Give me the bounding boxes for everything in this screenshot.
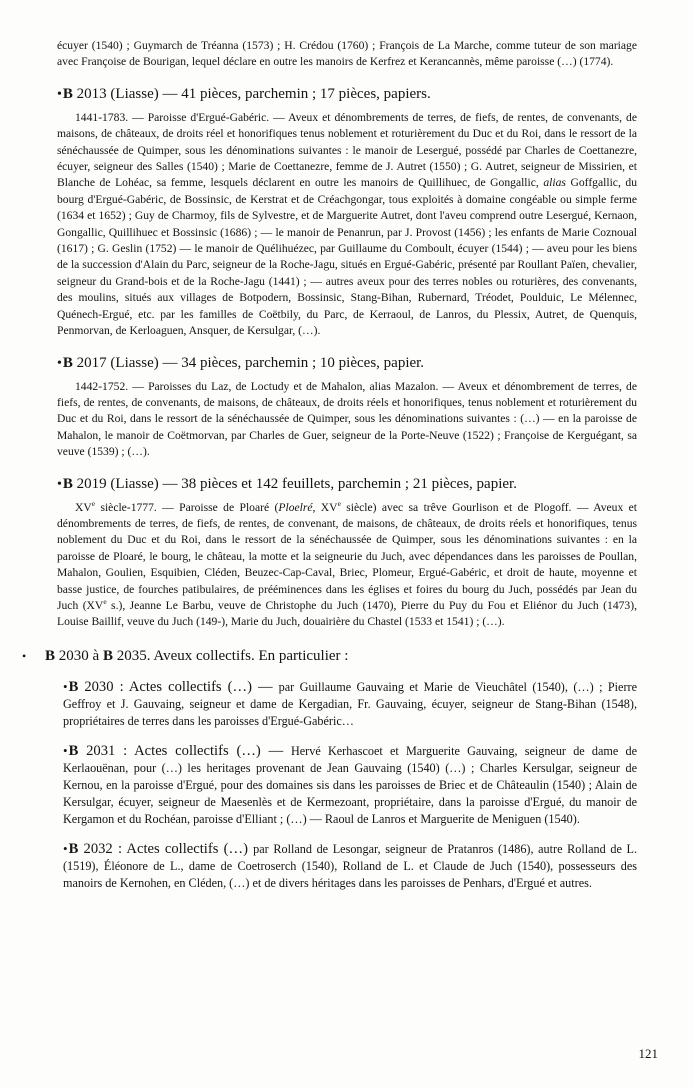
text-run: 2030 : Actes collectifs (…) — [78, 678, 279, 695]
entry-heading [57, 474, 637, 495]
bullet-icon: • [22, 648, 27, 663]
text-run: e [337, 498, 341, 508]
entry-body [57, 500, 637, 631]
text-run: B [102, 647, 113, 664]
text-run: 2030 à [55, 647, 103, 664]
entry-body [57, 110, 637, 340]
page-number: 121 [638, 1046, 658, 1061]
text-run: Ploelré [278, 500, 313, 514]
bullet-icon: • [63, 742, 68, 758]
text-run: alias [543, 176, 566, 190]
entry-heading-text [63, 355, 424, 371]
text-run: Hervé Kerhascoet et Marguerite Gauvaing, seigneur de dame de Kerlaouënan, pour (…) les heritages provenant de Jean Gauvaing (1540) (…) ; Charles Kersulgar, seigneur de Kernou, en la paroisse d'Ergué, pour des domaines sis dans les paroisses de Briec et de Châteaulin (1540) ; Alain de Kersulgar, écuyer, seigneur de Maesenlès et de Kermezoant, propriétaire, dans la paroisse d'Ergué, du manoir de Kergamon et du Rochéan, paroisse d'Elliant ; (…) — Raoul de Lanros et Marguerite de Meniguen (1540). [63, 743, 637, 826]
entry-b2019 [57, 474, 637, 631]
text-run: 2035. Aveux collectifs. En particulier : [112, 647, 349, 664]
text-run: B [62, 354, 73, 371]
bullet-icon: • [57, 86, 62, 102]
subentry-text [63, 680, 637, 728]
text-run: écuyer (1540) ; Guymarch de Tréanna (1573) ; H. Crédou (1760) ; François de La Marche, comme tuteur de son mariage avec Françoise de Bourigan, lequel déclare en outre les manoirs de Kerfrez et Kerancannès, même paroisse (…) (1774). [57, 39, 637, 69]
text-run: XV [75, 500, 92, 514]
text-run: 2013 (Liasse) — 41 pièces, parchemin ; 17 pièces, papiers. [72, 85, 431, 102]
bullet-icon: • [57, 476, 62, 492]
subentry-text [63, 842, 637, 890]
text-run: par Guillaume Gauvaing et Marie de Vieuchâtel (1540), (…) ; Pierre Geffroy et J. Gauvaing, seigneur et dame de Kergadian, Fr. Gauvaing, écuyer, seigneur de Stang-Bihan (1548), propriétaires de terres dans les paroisses d'Ergué-Gabéric… [63, 679, 637, 728]
text-run: 1442-1752. — Paroisses du Laz, de Loctudy et de Mahalon, alias Mazalon. — Aveux et dénombrement de terres, de fiefs, de rentes, de convenants, de maisons, de châteaux, de droits réels et honorifiques, tenus noblement et roturièrement du Duc et du Roi, dans le ressort de la sénéchaussée de Quimper, sous les dénominations suivantes : (…) — en la paroisse de Mahalon, le manoir de Coëtmorvan, par Charles de Guer, seigneur de la Porte-Neuve (1522) ; Françoise de Kerguégant, sa veuve (1539) ; (…). [57, 379, 637, 459]
bullet-icon: • [63, 678, 68, 694]
text-run: 2019 (Liasse) — 38 pièces et 142 feuillets, parchemin ; 21 pièces, papier. [72, 475, 517, 492]
intro-paragraph [57, 38, 637, 71]
section-b2030-b2035 [22, 646, 637, 666]
section-text [45, 648, 348, 664]
text-run: 2017 (Liasse) — 34 pièces, parchemin ; 10 pièces, papier. [72, 354, 425, 371]
subentry-text [63, 744, 637, 826]
text-run: e [91, 498, 96, 508]
text-run: B [62, 85, 73, 102]
text-run: 2032 : Actes collectifs (…) [78, 840, 254, 857]
text-run: s.), Jeanne Le Barbu, veuve de Christophe du Juch (1470), Pierre du Puy du Fou et Eliénor du Juch (1473), Louise Baillif, veuve du Juch (149-), Marie du Juch, douairière du Chastel (1533 et 1541) ; (…). [57, 598, 637, 629]
text-run: B [45, 647, 56, 664]
subentry-b2030 [63, 678, 637, 730]
text-run: B [68, 742, 79, 759]
page-content [22, 38, 637, 892]
subentry-b2032 [63, 840, 637, 892]
text-run: par Rolland de Lesongar, seigneur de Pratanros (1486), autre Rolland de L. (1519), Éléonore de L., dame de Coetroserch (1540), Rolland de L. et Claude de Juch (1540), possesseurs des manoirs de Kernohen, en Cléden, (…) et de divers héritages dans les paroisses de Penhars, d'Ergué et autres. [63, 841, 637, 890]
text-run: siècle) avec sa trêve Gourlison et de Plogoff. — Aveux et dénombrements de terres, de fiefs, de rentes, de convenant, de maisons, de châteaux, de droits réels et honorifiques, tenus noblement du Duc et du Roi, dans le ressort de la sénéchaussée de Quimper, sous les dénominations suivantes : en la paroisse de Ploaré, le bourg, le château, la motte et la seigneurie du Juch, avec dépendances dans les paroisses de Poullan, Mahalon, Goulien, Esquibien, Cléden, Beuzec-Cap-Caval, Briec, Plomeur, Ergué-Gabéric, et droit de haute, moyenne et basse justice, de fourches patibulaires, de prééminences dans les églises et foires du bourg du Juch, possédés par Jean du Juch (XV [57, 500, 637, 612]
entry-b2017 [57, 353, 637, 461]
text-run: , XV [312, 500, 338, 514]
entry-heading [57, 84, 637, 105]
entry-body [57, 379, 637, 461]
text-run: Goffgallic, du bourg d'Ergué-Gabéric, de Bossinsic, de Kerstrat et de Créachgongar, tous exploités à domaine congéable ou simple ferme (1634 et 1652) ; Guy de Charmoy, fils de Sylvestre, et de Marguerite Autret, dont l'aveu comprend outre Lesergué, Kernaon, Gongallic, Quillihuec et Bossinsic (1686) ; — le manoir de Penanrun, par J. Provost (1456) ; les enfants de Marie Coznoual (1617) ; G. Geslin (1752) — le manoir de Quélihuézec, par Guillaume du Comboult, écuyer (1544) ; — aveu pour les biens de la succession d'Alain du Parc, seigneur de la Roche-Jagu, situés en Ergué-Gabéric, présenté par Roullant Païen, chevalier, seigneur du Grand-bois et de la Roche-Jagu (1441) ; — autres aveux pour des terres nobles ou roturières, des convenants, des moulins, situés aux villages de Botpodern, Bossinsic, Stang-Bihan, Rubernard, Tréodet, Poulduic, Le Mélennec, Quénech-Ergué, etc. par les familles de Coëtbily, du Parc, de Kerraoul, de Lanros, du Plessix, Autret, de Quenquis, Penmorvan, de Kerloaguen, Ansquer, de Kersulgar, (…). [57, 176, 637, 338]
text-run: 2031 : Actes collectifs (…) — [78, 742, 291, 759]
text-run: B [62, 475, 73, 492]
text-run: B [68, 678, 79, 695]
entry-b2013 [57, 84, 637, 340]
entry-heading-text [63, 86, 431, 102]
text-run: e [103, 597, 107, 607]
bullet-icon: • [63, 840, 68, 856]
text-run: B [68, 840, 79, 857]
text-run: siècle-1777. — Paroisse de Ploaré ( [95, 500, 279, 514]
entry-heading-text [63, 476, 517, 492]
subentry-b2031 [63, 742, 637, 828]
text-run: 1441-1783. — Paroisse d'Ergué-Gabéric. — Aveux et dénombrements de terres, de fiefs, de rentes, de convenants, de maisons, de châteaux, de droits réel et honorifiques tenus noblement et roturièrement du Duc et du Roi, dans le ressort de la sénéchaussée de Quimper, sous les dénominations suivantes : le manoir de Lesergué, possédé par Charles de Coettanezre, écuyer, seigneur des Salles (1540) ; Marie de Coettanezre, femme de J. Autret (1550) ; G. Autret, seigneur de Missirien, et Blanche de Lohéac, sa femme, lesquels déclarent en outre les manoirs de Quillihuec, de Gongallic, [57, 110, 637, 190]
bullet-icon: • [57, 355, 62, 371]
entry-heading [57, 353, 637, 374]
